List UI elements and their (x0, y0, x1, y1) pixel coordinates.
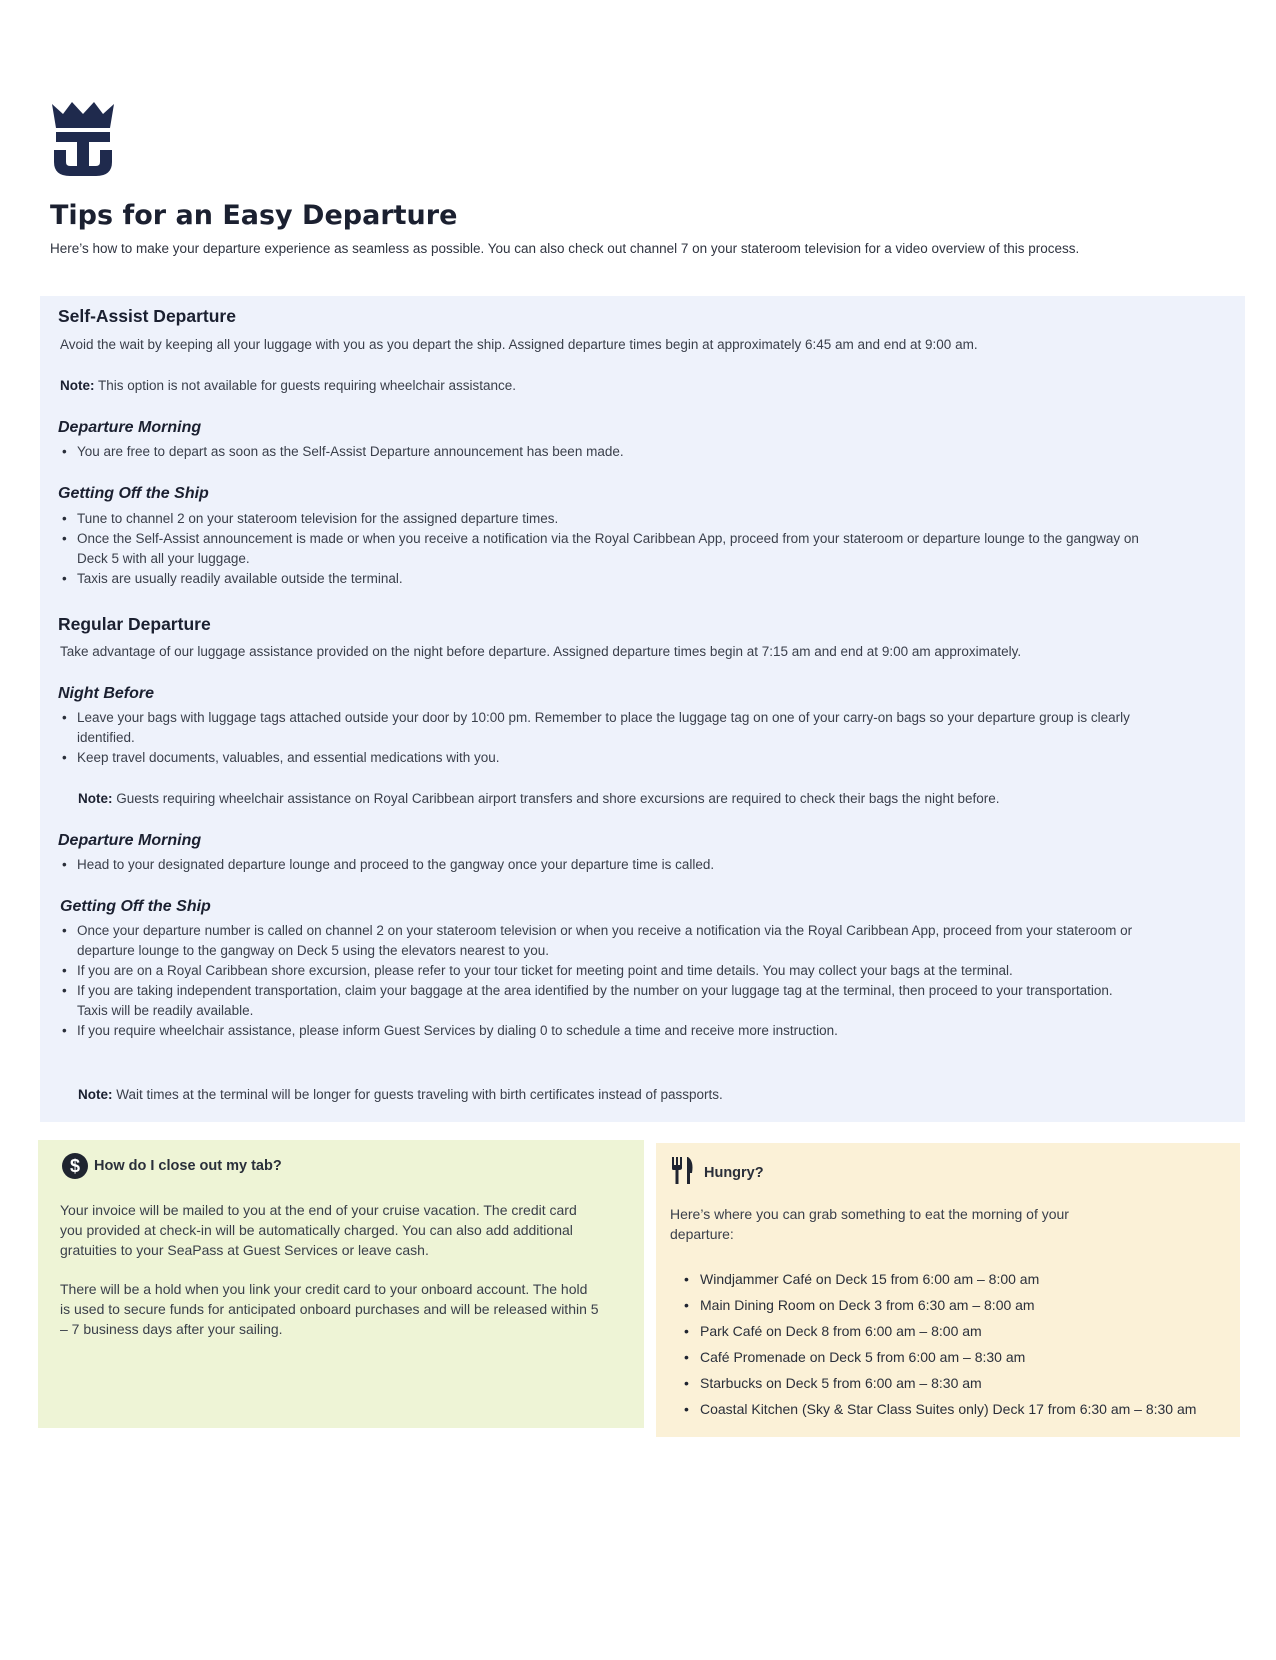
wheelchair-note (78, 789, 1228, 809)
list-item: • Taxis are usually readily available outside the terminal. (60, 569, 1160, 589)
list-item: • If you require wheelchair assistance, please inform Guest Services by dialing 0 to schedule a time and receive more instruction. (60, 1021, 1140, 1041)
regular-morning-list (60, 855, 1200, 875)
list-item: • You are free to depart as soon as the Self-Assist Departure announcement has been made. (60, 442, 1200, 462)
hungry-heading: Hungry? (704, 1165, 764, 1181)
list-item: • Once the Self-Assist announcement is made or when you receive a notification via the Royal Caribbean App, proceed from your stateroom or departure lounge to the gangway on Deck 5 with all your luggage. (60, 529, 1160, 569)
dining-list (682, 1266, 1230, 1422)
list-item: • Head to your designated departure lounge and proceed to the gangway once your departure time is called. (60, 855, 1200, 875)
list-item: • Once your departure number is called on channel 2 on your stateroom television or when you receive a notification via the Royal Caribbean App, proceed from your stateroom or departure lounge to the gangway on Deck 5 using the elevators nearest to you. (60, 921, 1140, 961)
night-before-heading: Night Before (58, 685, 154, 702)
dining-item: • Park Café on Deck 8 from 6:00 am – 8:00 am (682, 1318, 1230, 1344)
dollar-icon: $ (62, 1153, 88, 1179)
self-assist-getting-off-heading: Getting Off the Ship (58, 485, 209, 502)
self-assist-text: Avoid the wait by keeping all your luggage with you as you depart the ship. Assigned departure times begin at approximately 6:45 am and end at 9:00 am. (60, 337, 978, 352)
note-label: Note: (78, 1087, 113, 1102)
dining-item: • Main Dining Room on Deck 3 from 6:30 am – 8:00 am (682, 1292, 1230, 1318)
dining-item: • Starbucks on Deck 5 from 6:00 am – 8:30 am (682, 1370, 1230, 1396)
note-text: Wait times at the terminal will be longer for guests traveling with birth certificates instead of passports. (116, 1087, 723, 1102)
crown-anchor-icon (50, 100, 116, 180)
regular-departure-heading: Regular Departure (58, 614, 211, 634)
list-item: • If you are taking independent transportation, claim your baggage at the area identified by the number on your luggage tag at the terminal, then proceed to your transportation. Taxis will be readily available. (60, 981, 1140, 1021)
self-assist-morning-heading: Departure Morning (58, 419, 202, 436)
list-item: • Leave your bags with luggage tags attached outside your door by 10:00 pm. Remember to place the luggage tag on one of your carry-on bags so your departure group is clearly identified. (60, 708, 1190, 748)
dining-item: • Coastal Kitchen (Sky & Star Class Suites only) Deck 17 from 6:30 am – 8:30 am (682, 1396, 1230, 1422)
regular-departure-text: Take advantage of our luggage assistance provided on the night before departure. Assigned departure times begin at 7:15 am and end at 9:00 am approximately. (60, 644, 1022, 659)
regular-morning-heading: Departure Morning (58, 832, 202, 849)
close-tab-box (38, 1140, 644, 1428)
close-tab-heading: How do I close out my tab? (94, 1158, 282, 1174)
note-text: This option is not available for guests requiring wheelchair assistance. (98, 378, 516, 393)
regular-getting-off-list (60, 921, 1140, 1041)
regular-getting-off-heading: Getting Off the Ship (60, 898, 211, 915)
dining-item: • Café Promenade on Deck 5 from 6:00 am – 8:30 am (682, 1344, 1230, 1370)
hungry-box (656, 1143, 1240, 1437)
night-before-list (60, 708, 1190, 768)
dining-item: • Windjammer Café on Deck 15 from 6:00 am – 8:00 am (682, 1266, 1230, 1292)
list-item: • Keep travel documents, valuables, and essential medications with you. (60, 748, 1190, 768)
departure-tips-panel (40, 296, 1245, 1122)
invoice-text: Your invoice will be mailed to you at the end of your cruise vacation. The credit card you provided at check-in will be automatically charged. You can also add additional gratuities to your SeaPass at Guest Services or leave cash. (60, 1202, 577, 1258)
self-assist-morning-list (60, 442, 1200, 462)
note-label: Note: (60, 378, 95, 393)
fork-knife-icon (670, 1155, 698, 1185)
list-item: • Tune to channel 2 on your stateroom television for the assigned departure times. (60, 509, 1160, 529)
self-assist-heading: Self-Assist Departure (58, 306, 236, 326)
self-assist-getting-off-list (60, 509, 1160, 589)
self-assist-note (60, 376, 1210, 396)
note-text: Guests requiring wheelchair assistance on Royal Caribbean airport transfers and shore excursions are required to check their bags the night before. (116, 791, 1000, 806)
list-item: • If you are on a Royal Caribbean shore excursion, please refer to your tour ticket for meeting point and time details. You may collect your bags at the terminal. (60, 961, 1140, 981)
hungry-intro: Here’s where you can grab something to eat the morning of your departure: (670, 1206, 1069, 1242)
page-title: Tips for an Easy Departure (50, 200, 458, 231)
note-label: Note: (78, 791, 113, 806)
intro-text: Here’s how to make your departure experience as seamless as possible. You can also check out channel 7 on your stateroom television for a video overview of this process. (50, 241, 1080, 256)
hold-text: There will be a hold when you link your credit card to your onboard account. The hold is used to secure funds for anticipated onboard purchases and will be released within 5 – 7 business days after your sailing. (60, 1281, 599, 1337)
passport-note (78, 1085, 1228, 1105)
